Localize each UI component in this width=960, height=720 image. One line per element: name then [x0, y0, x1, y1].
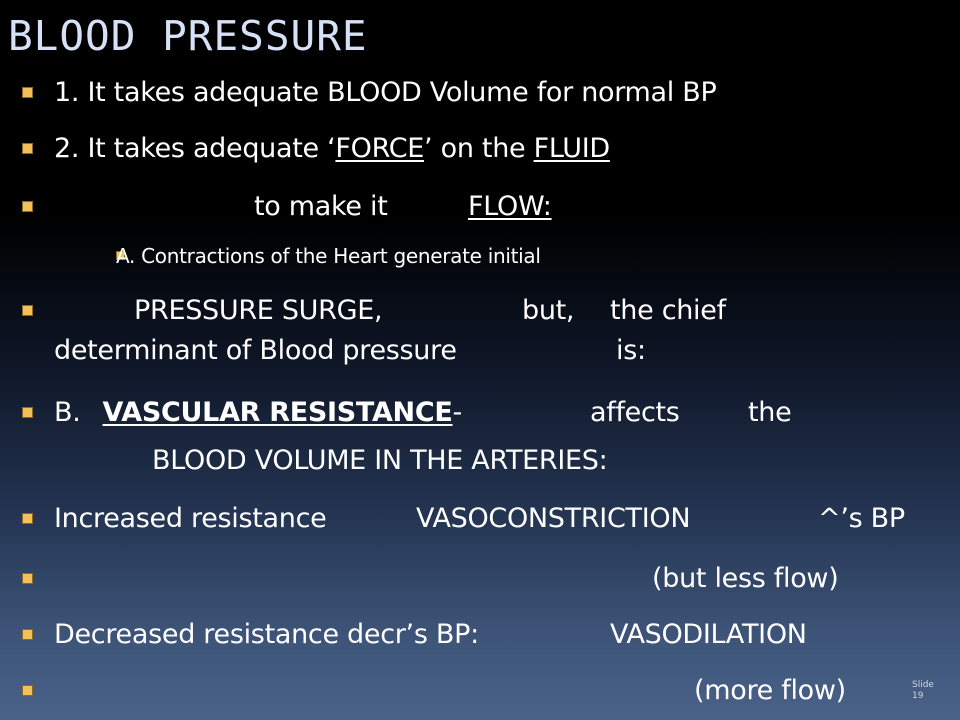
bullet-text: 1. It takes adequate BLOOD Volume for normal BP: [54, 77, 717, 108]
bullet-text: (more flow): [694, 675, 846, 706]
bullet-text: [54, 132, 610, 166]
sub-bullet-text: A. Contractions of the Heart generate initial: [116, 244, 541, 268]
bullet-text: Increased resistance: [54, 503, 327, 534]
vascular-resistance-underlined: VASCULAR RESISTANCE: [102, 397, 453, 428]
bullet-tail: -: [452, 397, 462, 428]
flow-underlined: FLOW:: [468, 191, 552, 222]
bullet-text: is:: [616, 335, 646, 366]
bullet-lead: B.: [54, 397, 81, 428]
fluid-underlined: FLUID: [533, 133, 610, 164]
bullet-marker-icon: [22, 87, 33, 98]
bullet-text: the chief: [610, 295, 726, 326]
bullet-mid: ’ on the: [424, 133, 534, 164]
bullet-text: [54, 396, 462, 430]
bullet-text: BLOOD VOLUME IN THE ARTERIES:: [152, 445, 608, 476]
bullet-text: (but less flow): [652, 563, 839, 594]
bullet-text: but,: [522, 295, 575, 326]
slide-title: BLOOD PRESSURE: [8, 12, 368, 60]
bullet-text: VASODILATION: [610, 619, 807, 650]
bullet-marker-icon: [22, 513, 33, 524]
bullet-marker-icon: [22, 573, 33, 584]
bullet-marker-icon: [22, 685, 33, 696]
bullet-text: PRESSURE SURGE,: [134, 295, 383, 326]
bullet-marker-icon: [22, 201, 33, 212]
bullet-text: to make it: [254, 191, 388, 222]
bullet-marker-icon: [22, 305, 33, 316]
bullet-lead: 2. It takes adequate ‘: [54, 133, 336, 164]
bullet-text: ^’s BP: [818, 503, 905, 534]
bullet-text: determinant of Blood pressure: [54, 335, 457, 366]
bullet-marker-icon: [22, 407, 33, 418]
bullet-text: the: [748, 397, 792, 428]
bullet-marker-icon: [22, 143, 33, 154]
bullet-marker-icon: [22, 629, 33, 640]
force-underlined: FORCE: [335, 133, 425, 164]
bullet-text: VASOCONSTRICTION: [416, 503, 691, 534]
bullet-text: Decreased resistance decr’s BP:: [54, 619, 479, 650]
bullet-text: affects: [590, 397, 680, 428]
slide-number: Slide 19: [912, 680, 934, 701]
